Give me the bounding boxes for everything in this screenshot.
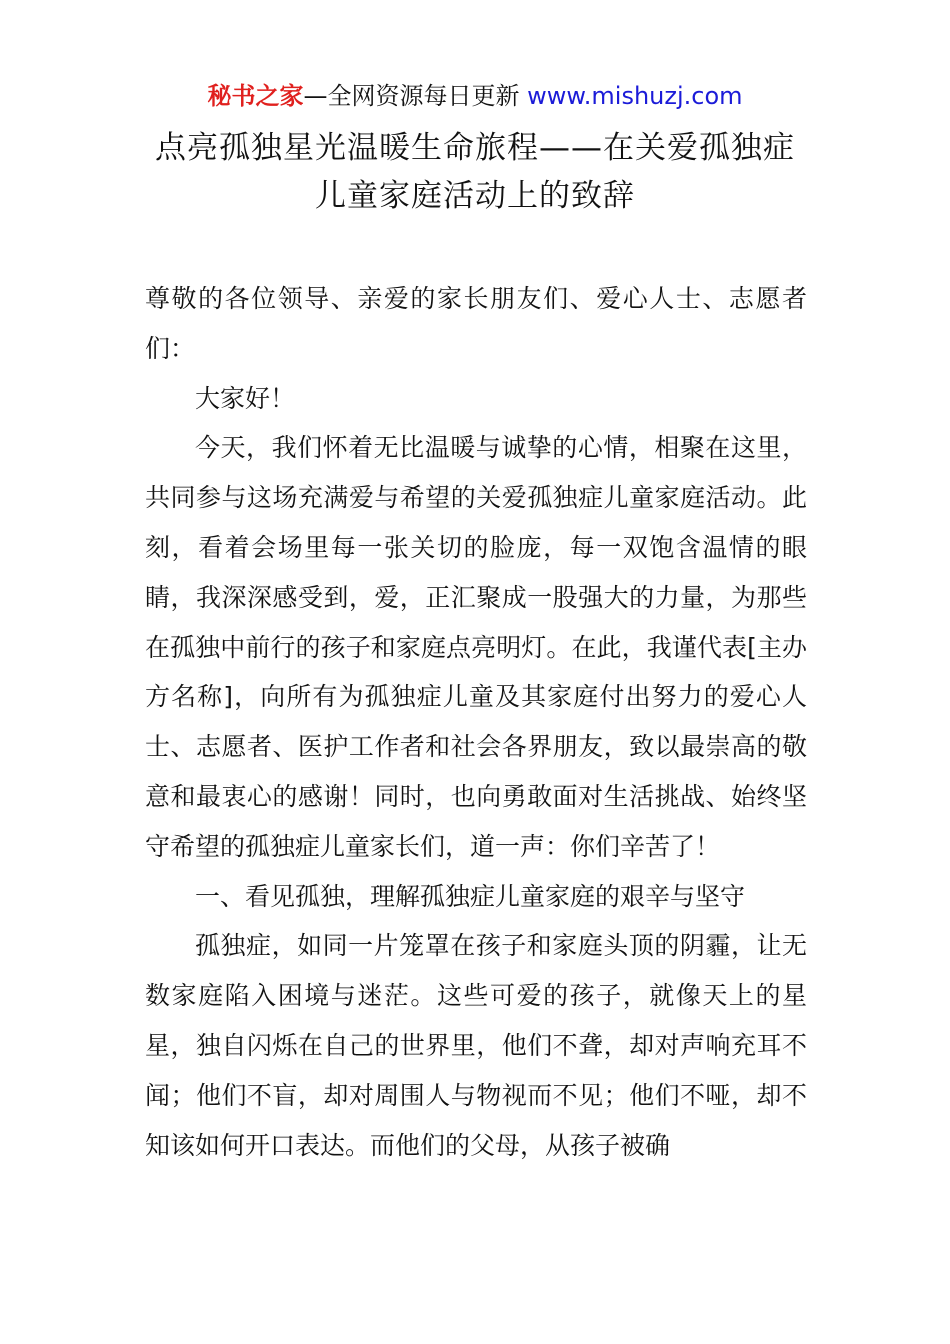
salutation: 尊敬的各位领导、亲爱的家长朋友们、爱心人士、志愿者们： xyxy=(145,284,807,363)
document-title-line-1: 点亮孤独星光温暖生命旅程——在关爱孤独症 xyxy=(155,130,795,166)
site-brand: 秘书之家 xyxy=(207,82,304,110)
section-heading-1: 一、看见孤独，理解孤独症儿童家庭的艰辛与坚守 xyxy=(195,881,746,911)
document-title xyxy=(130,124,820,220)
site-tagline: —全网资源每日更新 xyxy=(303,82,528,110)
paragraph-opening: 今天，我们怀着无比温暖与诚挚的心情，相聚在这里，共同参与这场充满爱与希望的关爱孤独症儿童家庭活动。此刻，看着会场里每一张关切的脸庞，每一双饱含温情的眼睛，我深深感受到，爱，正汇聚成一股强大的力量，为那些在孤独中前行的孩子和家庭点亮明灯。在此，我谨代表[主办方名称]，向所有为孤独症儿童及其家庭付出努力的爱心人士、志愿者、医护工作者和社会各界朋友，致以最崇高的敬意和最衷心的感谢！同时，也向勇敢面对生活挑战、始终坚守希望的孤独症儿童家长们，道一声：你们辛苦了！ xyxy=(145,433,807,861)
document-body xyxy=(145,274,807,1170)
site-header-banner xyxy=(0,80,950,112)
site-url-link[interactable]: www.mishuzj.com xyxy=(527,82,743,110)
paragraph-section-1: 孤独症，如同一片笼罩在孩子和家庭头顶的阴霾，让无数家庭陷入困境与迷茫。这些可爱的孩子，就像天上的星星，独自闪烁在自己的世界里，他们不聋，却对声响充耳不闻；他们不盲，却对周围人与物视而不见；他们不哑，却不知该如何开口表达。而他们的父母，从孩子被确 xyxy=(145,931,807,1160)
document-title-line-2: 儿童家庭活动上的致辞 xyxy=(315,178,635,214)
greeting: 大家好！ xyxy=(195,383,296,413)
